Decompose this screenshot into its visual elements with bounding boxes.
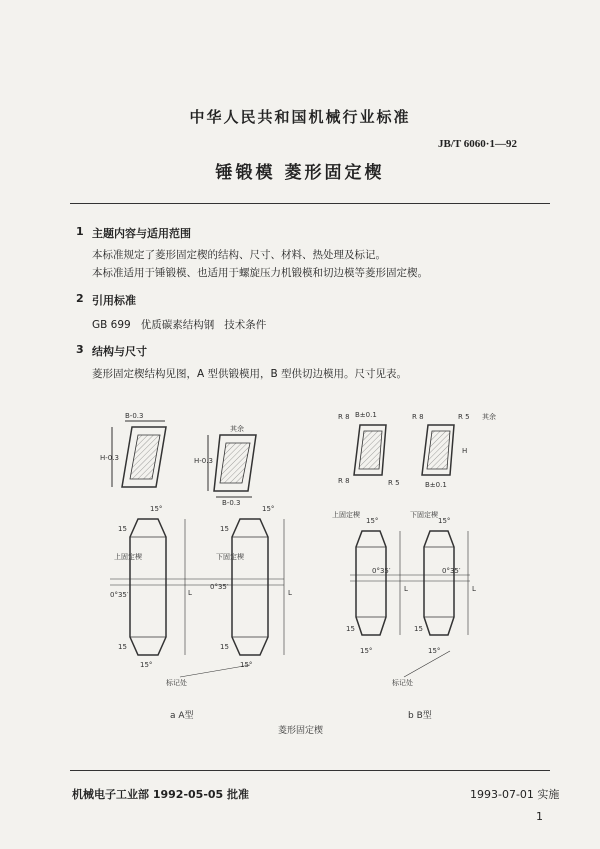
a-type-section-2 <box>208 435 256 497</box>
dim-h-a-1: H-0.3 <box>100 454 119 462</box>
r8-label-1: R 8 <box>338 413 350 421</box>
section-1-para-2: 本标准适用于锤锻模、也适用于螺旋压力机锻模和切边模等菱形固定楔。 <box>92 267 428 279</box>
angle-15-a-4: 15° <box>240 661 253 669</box>
length-label-b-2: L <box>472 585 476 593</box>
implementation-date: 1993-07-01 实施 <box>470 788 560 801</box>
angle-035-a-1: 0°35′ <box>110 591 129 599</box>
section-3-para-1: 菱形固定楔结构见图，A 型供锻模用，B 型供切边模用。尺寸见表。 <box>92 368 408 380</box>
dim-15-b-1: 15 <box>346 625 355 633</box>
dim-b-a-1: B-0.3 <box>125 412 144 420</box>
document-title: 锤锻模 菱形固定楔 <box>215 163 385 183</box>
r8-label-2: R 8 <box>338 477 350 485</box>
dim-15-a-1: 15 <box>118 525 127 533</box>
b-type-section-2 <box>422 425 454 475</box>
b-type-section-1 <box>354 425 386 475</box>
a-type-wedge-upper <box>130 519 166 655</box>
figure-caption: 菱形固定楔 <box>278 726 324 736</box>
dim-15-a-2: 15 <box>220 525 229 533</box>
mark-label-a: 标记处 <box>166 679 187 687</box>
r5-label-2: R 5 <box>458 413 470 421</box>
angle-035-a-2: 0°35′ <box>210 583 229 591</box>
b-type-wedge-upper <box>356 531 386 635</box>
dim-h-a-2: H-0.3 <box>194 457 213 465</box>
length-label-b-1: L <box>404 585 408 593</box>
approval-note: 机械电子工业部 1992-05-05 批准 <box>72 788 250 801</box>
caption-a-type: a A型 <box>170 711 194 721</box>
r5-label-1: R 5 <box>388 479 400 487</box>
angle-15-b-4: 15° <box>428 647 441 655</box>
page-number: 1 <box>536 810 543 823</box>
b-type-wedge-lower <box>424 531 454 635</box>
dim-b-b-1: B±0.1 <box>355 411 377 419</box>
angle-15-a-3: 15° <box>140 661 153 669</box>
dim-15-a-4: 15 <box>220 643 229 651</box>
dim-15-a-3: 15 <box>118 643 127 651</box>
section-3-number: 3 <box>76 343 84 356</box>
wedge-figure <box>70 405 540 740</box>
header-rule <box>70 203 550 204</box>
dim-15-b-2: 15 <box>414 625 423 633</box>
angle-15-b-1: 15° <box>366 517 379 525</box>
mark-label-b: 标记处 <box>392 679 413 687</box>
section-3-title: 结构与尺寸 <box>92 345 147 358</box>
section-2-para-1: GB 699 优质碳素结构钢 技术条件 <box>92 319 267 331</box>
dim-b-a-2: B-0.3 <box>222 499 241 507</box>
angle-15-b-3: 15° <box>360 647 373 655</box>
a-type-wedge-lower <box>232 519 268 655</box>
section-1-number: 1 <box>76 225 84 238</box>
standard-code: JB/T 6060·1—92 <box>438 138 517 150</box>
angle-15-b-2: 15° <box>438 517 451 525</box>
r8-label-3: R 8 <box>412 413 424 421</box>
other-label-b: 其余 <box>482 413 496 421</box>
section-1-title: 主题内容与适用范围 <box>92 227 191 240</box>
angle-15-a-2: 15° <box>262 505 275 513</box>
upper-wedge-label-b: 上固定楔 <box>332 511 360 519</box>
angle-035-b-1: 0°35′ <box>372 567 391 575</box>
section-2-title: 引用标准 <box>92 294 136 307</box>
dim-b-b-2: B±0.1 <box>425 481 447 489</box>
standard-title: 中华人民共和国机械行业标准 <box>189 108 411 126</box>
length-label-a-2: L <box>288 589 292 597</box>
footer-rule <box>70 770 550 771</box>
a-type-section-1 <box>112 421 166 487</box>
angle-15-a-1: 15° <box>150 505 163 513</box>
section-1-para-1: 本标准规定了菱形固定楔的结构、尺寸、材料、热处理及标记。 <box>92 249 386 261</box>
section-2-number: 2 <box>76 292 84 305</box>
length-label-a-1: L <box>188 589 192 597</box>
dim-h-b: H <box>462 447 468 455</box>
lower-wedge-label-b: 下固定楔 <box>410 511 438 519</box>
other-label-a: 其余 <box>230 425 244 433</box>
caption-b-type: b B型 <box>408 711 432 721</box>
upper-wedge-label-a: 上固定楔 <box>114 553 142 561</box>
angle-035-b-2: 0°35′ <box>442 567 461 575</box>
lower-wedge-label-a: 下固定楔 <box>216 553 244 561</box>
